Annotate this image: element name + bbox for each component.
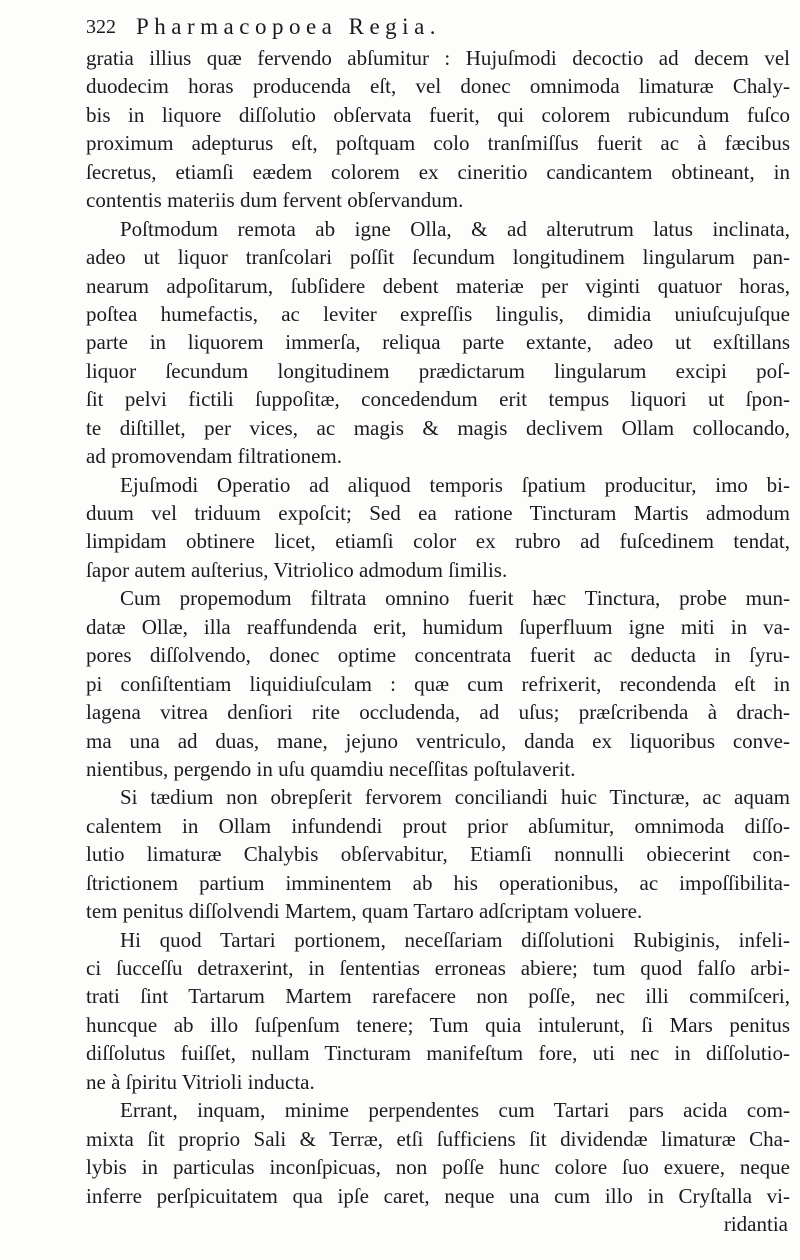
text-line: datæ Ollæ, illa reaffundenda erit, humidum ſuperfluum igne miti in va- [86, 614, 790, 639]
text-line: huncque ab illo ſuſpenſum tenere; Tum quia intulerunt, ſi Mars penitus [86, 1012, 790, 1037]
text-line: contentis materiis dum fervent obſervandum. [86, 188, 464, 213]
text-line: Hi quod Tartari portionem, neceſſariam diſſolutioni Rubiginis, infeli- [120, 927, 790, 952]
text-line: trati ſint Tartarum Martem rarefacere non poſſe, nec illi commiſceri, [86, 984, 790, 1009]
text-line: liquor ſecundum longitudinem prædictarum lingularum excipi poſ- [86, 358, 790, 383]
text-line: lagena vitrea denſiori rite occludenda, ad uſus; præſcribenda à drach- [86, 700, 790, 725]
running-head: Pharmacopoea Regia. [136, 14, 442, 39]
page-number: 322 [86, 16, 116, 38]
text-line: adeo ut liquor tranſcolari poſſit ſecundum longitudinem lingularum pan- [86, 245, 790, 270]
text-line: ſapor autem auſterius, Vitriolico admodum ſimilis. [86, 557, 508, 582]
text-line: calentem in Ollam infundendi prout prior abſumitur, omnimoda diſſo- [86, 813, 790, 838]
text-line: lybis in particulas inconſpicuas, non poſſe hunc colore ſuo exuere, neque [86, 1155, 790, 1180]
text-line: ma una ad duas, mane, jejuno ventriculo, danda ex liquoribus conve- [86, 728, 790, 753]
text-line: mixta ſit proprio Sali & Terræ, etſi ſufficiens ſit dividendæ limaturæ Cha- [86, 1126, 790, 1151]
text-line: ſit pelvi fictili ſuppoſitæ, concedendum erit tempus liquori ut ſpon- [86, 387, 790, 412]
text-line: lutio limaturæ Chalybis obſervabitur, Etiamſi nonnulli obiecerint con- [86, 842, 790, 867]
text-line: parte in liquorem immerſa, reliqua parte extante, adeo ut exſtillans [86, 330, 790, 355]
text-line: pi conſiſtentiam liquidiuſculam : quæ cum refrixerit, recondenda eſt in [86, 671, 790, 696]
text-line: proximum adepturus eſt, poſtquam colo tranſmiſſus fuerit ac à fæcibus [86, 131, 790, 156]
text-line: ſtrictionem partium imminentem ab his operationibus, ac impoſſibilita- [86, 870, 790, 895]
text-line: Cum propemodum filtrata omnino fuerit hæc Tinctura, probe mun- [120, 586, 790, 611]
text-line: Ejuſmodi Operatio ad aliquod temporis ſpatium producitur, imo bi- [120, 472, 790, 497]
page-header [86, 10, 786, 44]
text-line: ci ſucceſſu detraxerint, in ſententias erroneas abiere; tum quod falſo arbi- [86, 956, 790, 980]
text-line: ne à ſpiritu Vitrioli inducta. [86, 1069, 315, 1094]
text-line: pores diſſolvendo, donec optime concentrata fuerit ac deducta in ſyru- [86, 643, 790, 668]
text-line: Si tædium non obrepſerit fervorem conciliandi huic Tincturæ, ac aquam [120, 785, 790, 810]
text-line: te diſtillet, per vices, ac magis & magis declivem Ollam collocando, [86, 415, 790, 440]
text-line: ſecretus, etiamſi eædem colorem ex cineritio candicantem obtineant, in [86, 159, 790, 184]
text-line: poſtea humefactis, ac leviter expreſſis lingulis, dimidia uniuſcujuſque [86, 301, 790, 326]
text-line: duodecim horas producenda eſt, vel donec omnimoda limaturæ Chaly- [86, 74, 790, 99]
body-text [86, 44, 790, 1238]
text-line: gratia illius quæ fervendo abſumitur : Hujuſmodi decoctio ad decem vel [86, 46, 790, 70]
text-line: ad promovendam filtrationem. [86, 444, 343, 469]
text-line: nientibus, pergendo in uſu quamdiu neceſſitas poſtulaverit. [86, 756, 576, 781]
text-line: Errant, inquam, minime perpendentes cum Tartari pars acida com- [120, 1098, 790, 1123]
text-line: duum vel triduum expoſcit; Sed ea ratione Tincturam Martis admodum [86, 501, 790, 525]
text-line: Poſtmodum remota ab igne Olla, & ad alterutrum latus inclinata, [120, 216, 790, 241]
text-line: limpidam obtinere licet, etiamſi color ex rubro ad fuſcedinem tendat, [86, 529, 790, 554]
text-line: diſſolutus fuiſſet, nullam Tincturam manifeſtum fore, uti nec in diſſolutio- [86, 1041, 790, 1066]
text-line: inferre perſpicuitatem qua ipſe caret, neque una cum illo in Cryſtalla vi- [86, 1183, 790, 1208]
catchword: ridantia [723, 1211, 788, 1236]
text-line: bis in liquore diſſolutio obſervata fuerit, qui colorem rubicundum fuſco [86, 102, 790, 127]
text-line: nearum adpoſitarum, ſubſidere debent materiæ per viginti quatuor horas, [86, 273, 790, 298]
text-line: tem penitus diſſolvendi Martem, quam Tartaro adſcriptam voluere. [86, 899, 643, 924]
